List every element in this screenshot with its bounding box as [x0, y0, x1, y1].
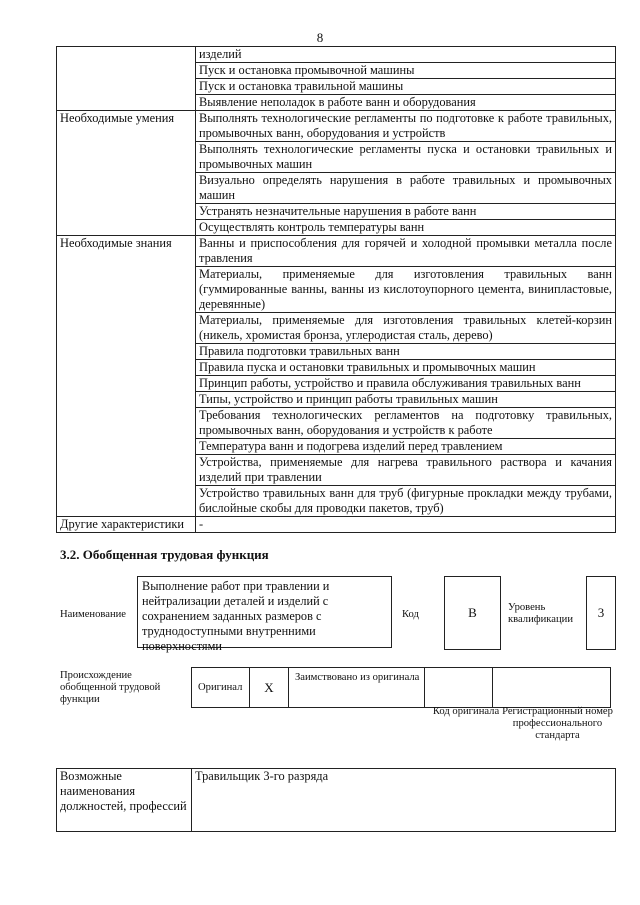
row-item-text: Устройства, применяемые для нагрева травильного раствора и качания изделий при травлении: [196, 455, 616, 486]
positions-table: [56, 768, 616, 832]
qualification-level-label: Уровень квалификации: [508, 602, 573, 625]
row-item-text: Устранять незначительные нарушения в работе ванн: [196, 204, 616, 220]
row-item-text: изделий: [196, 47, 616, 63]
row-item-text: Температура ванн и подогрева изделий перед травлением: [196, 439, 616, 455]
row-item-text: Пуск и остановка промывочной машины: [196, 63, 616, 79]
row-item-text: Материалы, применяемые для изготовления травильных клетей-корзин (никель, хромистая бронза, углеродистая сталь, дерево): [196, 313, 616, 344]
positions-value: Травильщик 3-го разряда: [192, 769, 616, 832]
origin-borrowed-label: Заимствовано из оригинала: [289, 668, 425, 708]
row-item-text: Правила пуска и остановки травильных и промывочных машин: [196, 360, 616, 376]
row-item-text: Пуск и остановка травильной машины: [196, 79, 616, 95]
section-title: 3.2. Обобщенная трудовая функция: [60, 547, 269, 562]
origin-reg-cell: [493, 668, 611, 708]
positions-label: Возможные наименования должностей, профессий: [57, 769, 192, 832]
row-item-text: Типы, устройство и принцип работы травильных машин: [196, 392, 616, 408]
row-item-text: Осуществлять контроль температуры ванн: [196, 220, 616, 236]
original-code-caption: Код оригинала: [432, 706, 500, 717]
row-category-label: Другие характеристики: [57, 517, 196, 533]
row-item-text: Выявление неполадок в работе ванн и оборудования: [196, 95, 616, 111]
row-item-text: Требования технологических регламентов на подготовку травильных, промывочных ванн, оборудования и устройств к работе: [196, 408, 616, 439]
page-number: 8: [316, 30, 324, 45]
origin-original-mark: X: [250, 668, 289, 708]
function-name-box: Выполнение работ при травлении и нейтрализации деталей и изделий с сохранением заданных размеров с труднодоступными внутренними поверхностями: [137, 576, 392, 648]
row-item-text: -: [196, 517, 616, 533]
table-row: [57, 236, 616, 267]
row-item-text: Выполнять технологические регламенты по подготовке к работе травильных, промывочных ванн, оборудования и устройств: [196, 111, 616, 142]
registration-number-caption: Регистрационный номер профессионального стандарта: [502, 706, 613, 741]
origin-table: [191, 667, 611, 708]
table-row: [57, 47, 616, 63]
name-label: Наименование: [60, 609, 126, 620]
row-item-text: Визуально определять нарушения в работе травильных и промывочных машин: [196, 173, 616, 204]
row-category-label: [57, 47, 196, 111]
code-value-box: В: [444, 576, 501, 650]
row-item-text: Правила подготовки травильных ванн: [196, 344, 616, 360]
row-item-text: Ванны и приспособления для горячей и холодной промывки металла после травления: [196, 236, 616, 267]
skills-knowledge-table: [56, 46, 616, 533]
table-row: [57, 517, 616, 533]
row-item-text: Выполнять технологические регламенты пуска и остановки травильных и промывочных машин: [196, 142, 616, 173]
origin-original-label: Оригинал: [192, 668, 250, 708]
table-row: [57, 111, 616, 142]
origin-label: Происхождение обобщенной трудовой функции: [60, 670, 161, 705]
row-item-text: Принцип работы, устройство и правила обслуживания травильных ванн: [196, 376, 616, 392]
origin-code-cell: [425, 668, 493, 708]
code-label: Код: [402, 609, 419, 620]
row-category-label: Необходимые умения: [57, 111, 196, 236]
row-item-text: Материалы, применяемые для изготовления травильных ванн (гуммированные ванны, ванны из кислотоупорного цемента, винипластовые, деревянные): [196, 267, 616, 313]
qualification-level-box: 3: [586, 576, 616, 650]
row-item-text: Устройство травильных ванн для труб (фигурные прокладки между трубами, бислойные скобы для проводки пакетов, труб): [196, 486, 616, 517]
row-category-label: Необходимые знания: [57, 236, 196, 517]
